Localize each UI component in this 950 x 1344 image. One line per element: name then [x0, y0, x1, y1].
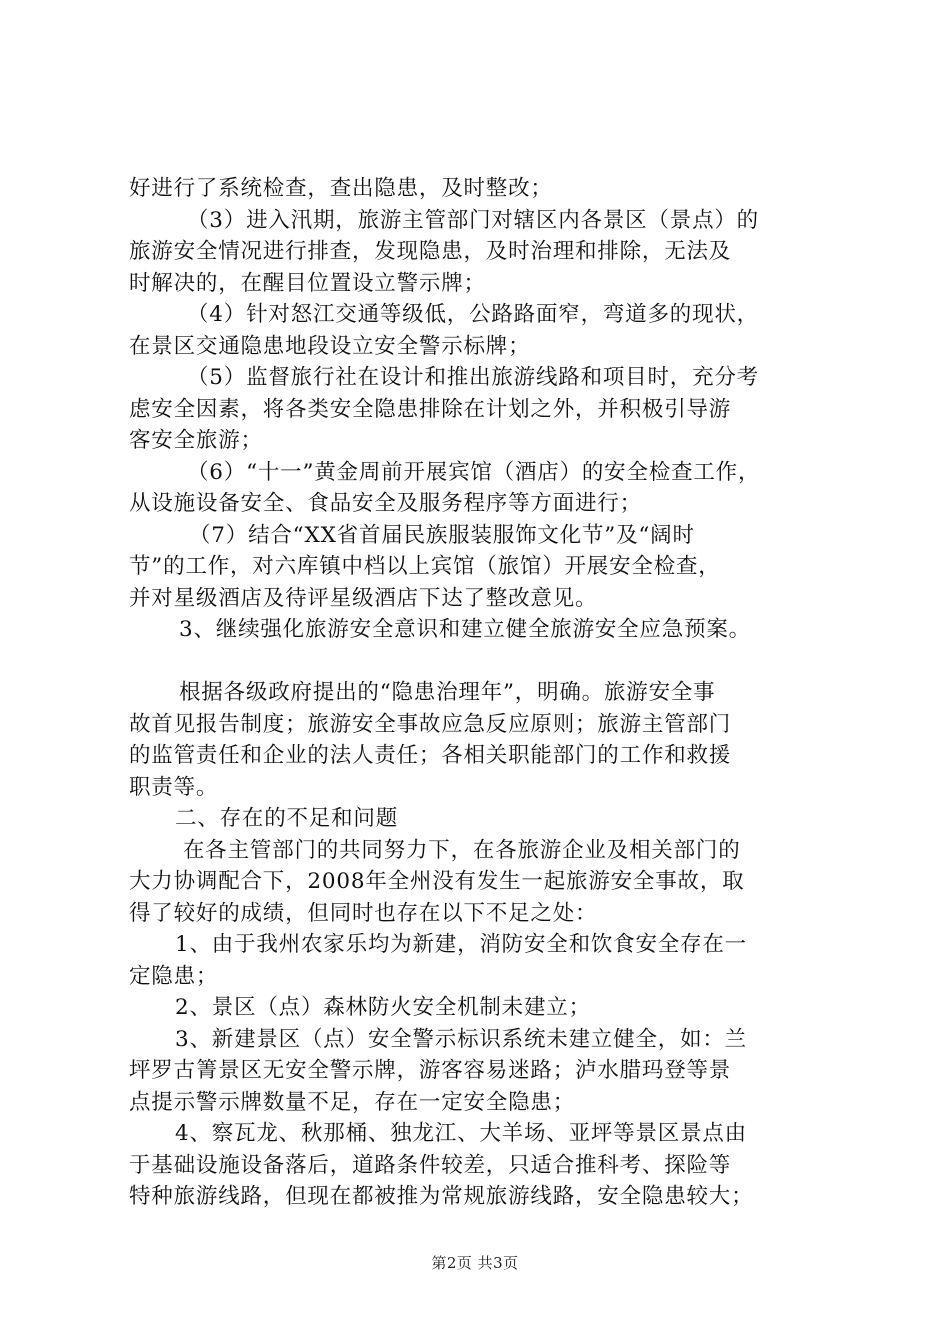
- text-line: （4）针对怒江交通等级低，公路路面窄，弯道多的现状，: [187, 302, 759, 327]
- text-line: 节”的工作，对六库镇中档以上宾馆（旅馆）开展安全检查，: [129, 554, 721, 579]
- text-line: 在各主管部门的共同努力下，在各旅游企业及相关部门的: [183, 837, 741, 863]
- body-text: [129, 173, 829, 1213]
- text-line: 特种旅游线路，但现在都被推为常规旅游线路，安全隐患较大；: [129, 1184, 754, 1209]
- text-line: 并对星级酒店及待评星级酒店下达了整改意见。: [129, 585, 598, 611]
- text-line: （3）进入汛期，旅游主管部门对辖区内各景区（景点）的: [187, 207, 759, 233]
- text-line: 故首见报告制度；旅游安全事故应急反应原则；旅游主管部门: [129, 711, 732, 737]
- text-line: 于基础设施设备落后，道路条件较差，只适合推科考、探险等: [129, 1152, 732, 1178]
- text-line: 根据各级政府提出的“隐患治理年”，明确。旅游安全事: [179, 680, 716, 705]
- page-footer: 第2页 共3页: [431, 1254, 519, 1272]
- text-line: 旅游安全情况进行排查，发现隐患，及时治理和排除，无法及: [129, 239, 732, 264]
- text-line: 时解决的，在醒目位置设立警示牌；: [129, 270, 486, 296]
- text-line: 坪罗古箐景区无安全警示牌，游客容易迷路；泸水腊玛登等景: [129, 1058, 732, 1083]
- text-line: 定隐患；: [129, 963, 219, 989]
- text-line: （6）“十一”黄金周前开展宾馆（酒店）的安全检查工作，: [187, 459, 761, 485]
- text-line: 职责等。: [129, 774, 219, 800]
- text-line: 二、存在的不足和问题: [175, 806, 399, 831]
- blank-line: [129, 646, 829, 678]
- text-line: 4、察瓦龙、秋那桶、独龙江、大羊场、亚坪等景区景点由: [175, 1121, 747, 1146]
- text-line: 1、由于我州农家乐均为新建，消防安全和饮食安全存在一: [175, 932, 747, 957]
- text-line: 从设施设备安全、食品安全及服务程序等方面进行；: [129, 491, 642, 516]
- text-line: 3、继续强化旅游安全意识和建立健全旅游安全应急预案。: [179, 617, 751, 642]
- text-line: 点提示警示牌数量不足，存在一定安全隐患；: [129, 1089, 576, 1115]
- text-line: 的监管责任和企业的法人责任；各相关职能部门的工作和救援: [129, 743, 732, 768]
- text-line: 好进行了系统检查，查出隐患，及时整改；: [129, 176, 553, 201]
- text-line: 得了较好的成绩，但同时也存在以下不足之处：: [129, 900, 598, 926]
- text-line: 大力协调配合下，2008年全州没有发生一起旅游安全事故，取: [129, 869, 745, 894]
- text-line: 虑安全因素，将各类安全隐患排除在计划之外，并积极引导游: [129, 396, 732, 422]
- text-line: 在景区交通隐患地段设立安全警示标牌；: [129, 333, 531, 359]
- text-line: （5）监督旅行社在设计和推出旅游线路和项目时，充分考: [187, 365, 759, 390]
- text-line: （7）结合“XX省首届民族服装服饰文化节”及“阔时: [189, 522, 695, 548]
- text-line: 3、新建景区（点）安全警示标识系统未建立健全，如：兰: [175, 1026, 747, 1052]
- text-line: 2、景区（点）森林防火安全机制未建立；: [175, 995, 591, 1020]
- text-line: 客安全旅游；: [129, 428, 263, 453]
